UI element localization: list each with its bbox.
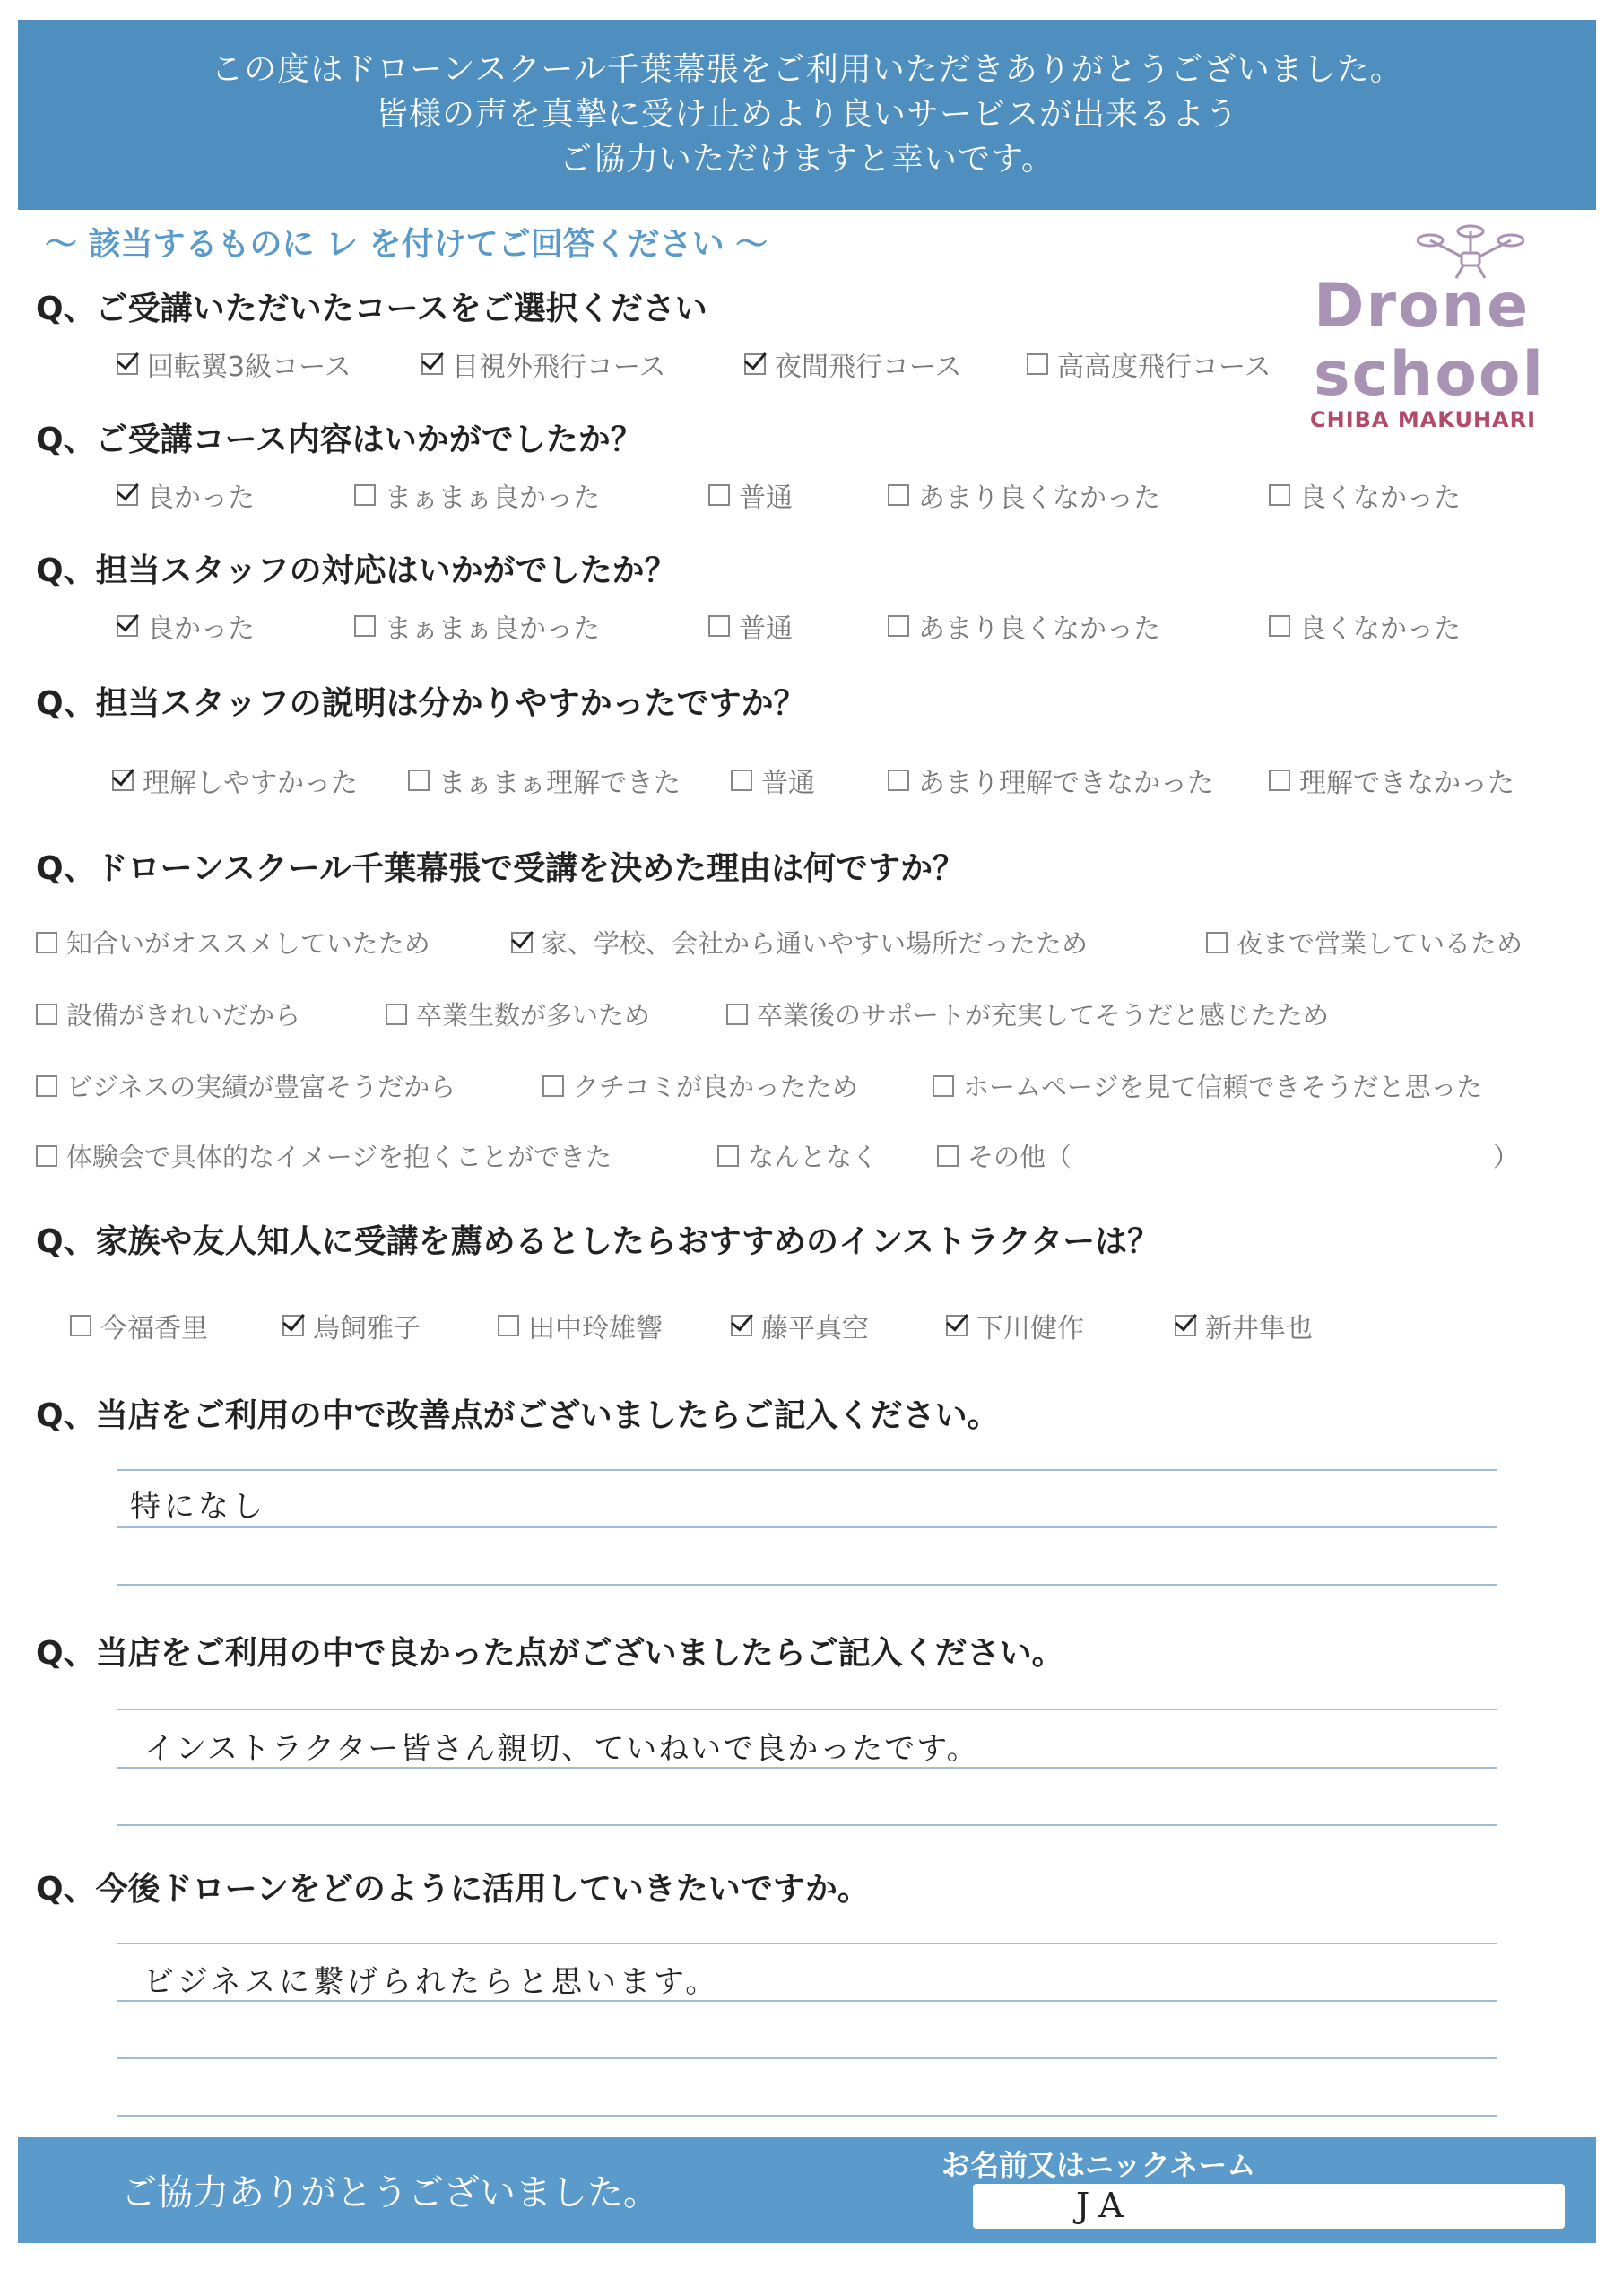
option-label: あまり良くなかった — [918, 613, 1160, 645]
option-label: 設備がきれいだから — [66, 1000, 301, 1031]
checkbox-checked[interactable] — [731, 1315, 752, 1336]
option-label: 知合いがオススメしていたため — [66, 928, 430, 959]
q5-option[interactable] — [36, 996, 300, 1032]
option-label: まぁまぁ良かった — [385, 613, 600, 645]
checkbox-checked[interactable] — [117, 484, 138, 506]
option-label: あまり良くなかった — [918, 483, 1160, 514]
option-label: 卒業後のサポートが充実してそうだと感じたため — [757, 1000, 1330, 1031]
q5-option-other[interactable] — [937, 1137, 1072, 1174]
checkbox-checked[interactable] — [1175, 1315, 1196, 1336]
q5-option[interactable] — [542, 1067, 858, 1104]
q3-option[interactable] — [888, 606, 1160, 646]
checkbox[interactable] — [354, 484, 376, 506]
option-label: ビジネスの実績が豊富そうだから — [66, 1072, 456, 1102]
q5-option[interactable] — [933, 1067, 1482, 1104]
q6-option[interactable] — [946, 1306, 1084, 1345]
checkbox-checked[interactable] — [744, 353, 766, 375]
option-label: 鳥飼雅子 — [313, 1313, 421, 1344]
q4-option[interactable] — [731, 761, 815, 800]
option-label: クチコミが良かったため — [573, 1072, 858, 1102]
other-close-paren: ） — [1493, 1142, 1520, 1172]
option-label: 夜間飛行コース — [775, 352, 962, 383]
name-label: お名前又はニックネーム — [941, 2148, 1256, 2182]
header-line-3: ご協力いただけますと幸いです。 — [559, 141, 1055, 178]
checkbox[interactable] — [70, 1315, 91, 1336]
checkbox[interactable] — [888, 615, 909, 637]
q4-option[interactable] — [112, 761, 358, 800]
option-label: 今福香里 — [100, 1313, 208, 1344]
q5-option[interactable] — [717, 1137, 878, 1174]
checkbox[interactable] — [36, 932, 57, 953]
q2-option[interactable] — [708, 475, 793, 515]
option-label: まぁまぁ良かった — [385, 483, 600, 514]
q5-option[interactable] — [1206, 924, 1523, 961]
header-banner — [18, 20, 1596, 210]
checkbox[interactable] — [731, 770, 752, 791]
checkbox[interactable] — [498, 1315, 519, 1336]
answer-line — [117, 1767, 1497, 1769]
answer-line — [117, 2000, 1497, 2002]
option-label: 普通 — [739, 613, 793, 645]
question-6-title: Q、家族や友人知人に受講を薦めるとしたらおすすめのインストラクターは？ — [36, 1223, 1160, 1260]
option-label: ホームページを見て信頼できそうだと思った — [963, 1072, 1483, 1102]
drone-school-logo — [1305, 215, 1556, 439]
checkbox-checked[interactable] — [511, 932, 533, 953]
option-label: 藤平真空 — [761, 1313, 869, 1344]
answer-line — [117, 1469, 1497, 1471]
checkbox[interactable] — [542, 1075, 564, 1097]
checkbox[interactable] — [937, 1145, 959, 1167]
option-label: その他（ — [968, 1142, 1072, 1172]
checkbox[interactable] — [386, 1004, 407, 1025]
option-label: なんとなく — [748, 1142, 879, 1172]
checkbox[interactable] — [1269, 484, 1290, 506]
q2-option[interactable] — [354, 475, 600, 515]
question-1-title: Q、ご受講いただいたコースをご選択ください — [36, 291, 707, 327]
name-field[interactable] — [973, 2184, 1565, 2229]
option-label: 夜まで営業しているため — [1237, 928, 1523, 959]
q3-option[interactable] — [1269, 606, 1461, 646]
footer-banner — [18, 2137, 1596, 2243]
q7-answer[interactable]: 特になし — [130, 1489, 266, 1525]
option-label: 田中玲雄響 — [528, 1313, 663, 1344]
question-2-title: Q、ご受講コース内容はいかがでしたか？ — [36, 422, 643, 458]
checkbox-checked[interactable] — [946, 1315, 968, 1336]
q5-option[interactable] — [386, 996, 650, 1032]
q6-option[interactable] — [498, 1306, 663, 1345]
option-label: あまり理解できなかった — [918, 768, 1214, 799]
checkbox[interactable] — [888, 770, 909, 791]
option-label: 卒業生数が多いため — [416, 1000, 651, 1031]
logo-text-drone: Drone — [1314, 271, 1531, 342]
q2-option[interactable] — [888, 475, 1160, 515]
instruction-text: 〜 該当するものに レ を付けてご回答ください 〜 — [45, 226, 768, 263]
checkbox[interactable] — [888, 484, 909, 506]
checkbox[interactable] — [36, 1075, 57, 1097]
q4-option[interactable] — [408, 761, 681, 800]
q1-option[interactable] — [744, 344, 962, 384]
logo-text-school: school — [1314, 339, 1545, 410]
header-line-1: この度はドローンスクール千葉幕張をご利用いただきありがとうございました。 — [211, 51, 1403, 88]
checkbox[interactable] — [408, 770, 430, 791]
footer-thanks: ご協力ありがとうございました。 — [121, 2172, 659, 2213]
logo-text-chiba-makuhari: CHIBA MAKUHARI — [1310, 407, 1537, 432]
q2-option[interactable] — [117, 475, 255, 515]
option-label: 良かった — [147, 613, 255, 645]
answer-line — [117, 2057, 1497, 2059]
q5-option[interactable] — [36, 1067, 456, 1104]
option-label: 良くなかった — [1299, 483, 1461, 514]
answer-line — [117, 1943, 1497, 1944]
question-4-title: Q、担当スタッフの説明は分かりやすかったですか？ — [36, 685, 806, 722]
option-label: 高高度飛行コース — [1057, 352, 1271, 383]
q3-option[interactable] — [354, 606, 600, 646]
answer-line — [117, 1526, 1497, 1528]
option-label: 下川健作 — [976, 1313, 1084, 1344]
checkbox-checked[interactable] — [421, 353, 443, 375]
option-label: 体験会で具体的なイメージを抱くことができた — [66, 1142, 612, 1172]
option-label: 普通 — [761, 768, 815, 799]
checkbox[interactable] — [1206, 932, 1228, 953]
option-label: 目視外飛行コース — [452, 352, 666, 383]
header-line-2: 皆様の声を真摯に受け止めより良いサービスが出来るよう — [375, 96, 1238, 133]
answer-line — [117, 1709, 1497, 1710]
q8-answer[interactable]: インストラクター皆さん親切、ていねいで良かったです。 — [143, 1731, 979, 1767]
option-label: 普通 — [739, 483, 793, 514]
option-label: まぁまぁ理解できた — [438, 768, 681, 799]
option-label: 家、学校、会社から通いやすい場所だったため — [542, 928, 1089, 959]
question-5-title: Q、ドローンスクール千葉幕張で受講を決めた理由は何ですか？ — [36, 850, 966, 887]
q1-option[interactable] — [421, 344, 666, 384]
checkbox[interactable] — [1269, 770, 1290, 791]
option-label: 新井隼也 — [1205, 1313, 1313, 1344]
option-label: 回転翼3級コース — [147, 352, 351, 383]
answer-line — [117, 1824, 1497, 1826]
checkbox[interactable] — [933, 1075, 954, 1097]
q4-option[interactable] — [1269, 761, 1514, 800]
checkbox[interactable] — [354, 615, 376, 637]
question-9-title: Q、今後ドローンをどのように活用していきたいですか。 — [36, 1871, 870, 1908]
q6-option[interactable] — [1175, 1306, 1313, 1345]
question-3-title: Q、担当スタッフの対応はいかがでしたか？ — [36, 552, 677, 589]
checkbox-checked[interactable] — [112, 770, 134, 791]
q5-option[interactable] — [726, 996, 1329, 1032]
question-7-title: Q、当店をご利用の中で改善点がございましたらご記入ください。 — [36, 1397, 1000, 1434]
q2-option[interactable] — [1269, 475, 1461, 515]
checkbox[interactable] — [1269, 615, 1290, 637]
q5-option[interactable] — [36, 924, 430, 961]
q6-option[interactable] — [282, 1306, 421, 1345]
checkbox[interactable] — [36, 1004, 57, 1025]
q6-option[interactable] — [731, 1306, 869, 1345]
checkbox[interactable] — [708, 484, 730, 506]
q5-option[interactable] — [511, 924, 1088, 961]
question-8-title: Q、当店をご利用の中で良かった点がございましたらご記入ください。 — [36, 1635, 1064, 1672]
checkbox[interactable] — [708, 615, 730, 637]
checkbox[interactable] — [1027, 353, 1048, 375]
q6-option[interactable] — [70, 1306, 208, 1345]
q9-answer[interactable]: ビジネスに繋げられたらと思います。 — [143, 1964, 720, 2000]
q1-option[interactable] — [117, 344, 351, 384]
option-label: 良かった — [147, 483, 255, 514]
q3-option[interactable] — [708, 606, 793, 646]
checkbox-checked[interactable] — [282, 1315, 304, 1336]
name-value: JA — [1076, 2186, 1132, 2225]
option-label: 理解しやすかった — [143, 768, 358, 799]
answer-line — [117, 1584, 1497, 1586]
q5-option[interactable] — [36, 1137, 612, 1174]
checkbox-checked[interactable] — [117, 615, 138, 637]
q4-option[interactable] — [888, 761, 1214, 800]
option-label: 理解できなかった — [1299, 768, 1514, 799]
checkbox[interactable] — [717, 1145, 739, 1167]
checkbox-checked[interactable] — [117, 353, 138, 375]
q3-option[interactable] — [117, 606, 255, 646]
checkbox[interactable] — [726, 1004, 748, 1025]
option-label: 良くなかった — [1299, 613, 1461, 645]
q1-option[interactable] — [1027, 344, 1271, 384]
checkbox[interactable] — [36, 1145, 57, 1167]
answer-line — [117, 2115, 1497, 2117]
